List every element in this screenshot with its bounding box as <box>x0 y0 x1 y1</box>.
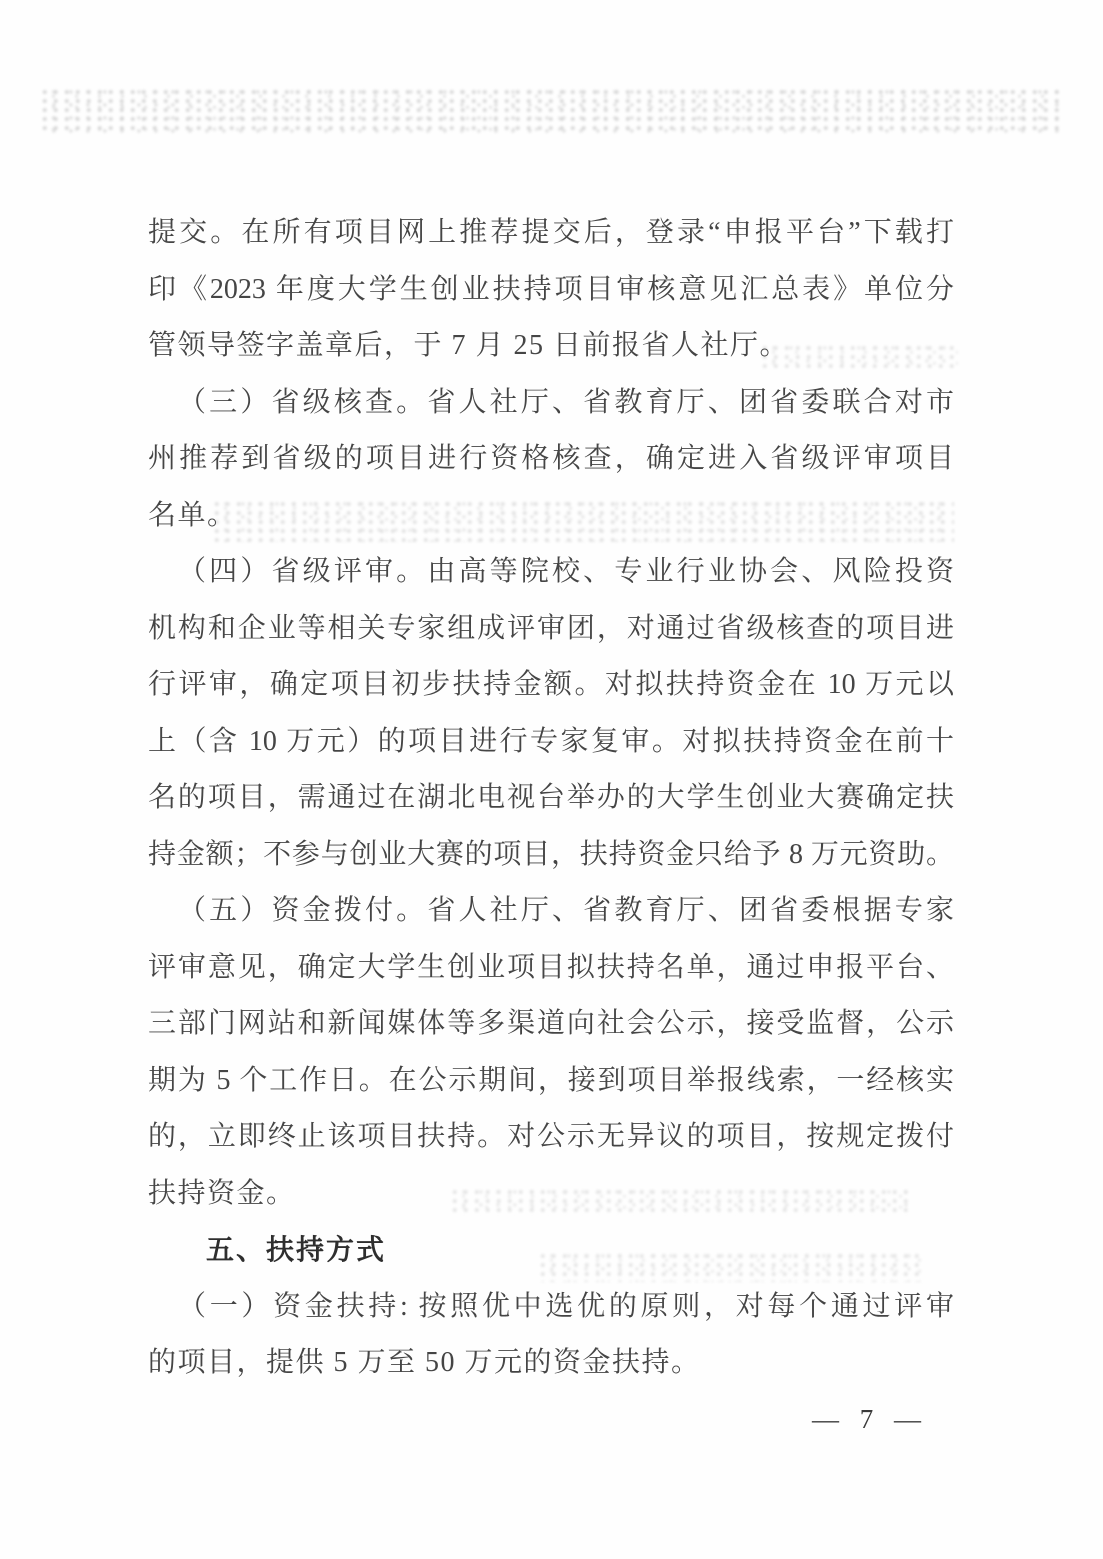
text-line: 扶持资金。 <box>148 1177 296 1209</box>
text-line: 名单。 <box>148 499 237 531</box>
text-line: 的，立即终止该项目扶持。对公示无异议的项目，按规定拨付 <box>148 1121 954 1152</box>
text-line: （五）资金拨付。省人社厅、省教育厅、团省委根据专家 <box>178 895 954 926</box>
text-line: 期为 5 个工作日。在公示期间，接到项目举报线索，一经核实 <box>148 1064 954 1096</box>
section-heading: 五、扶持方式 <box>206 1234 387 1265</box>
text-line: （三）省级核查。省人社厅、省教育厅、团省委联合对市 <box>178 386 954 418</box>
text-line: 提交。在所有项目网上推荐提交后，登录“申报平台”下载打 <box>148 217 954 248</box>
text-line: 印《2023 年度大学生创业扶持项目审核意见汇总表》单位分 <box>148 273 954 305</box>
text-line: 行评审，确定项目初步扶持金额。对拟扶持资金在 10 万元以 <box>148 669 954 700</box>
text-line: （一）资金扶持: 按照优中选优的原则，对每个通过评审 <box>178 1290 954 1322</box>
text-line: 管领导签字盖章后，于 7 月 25 日前报省人社厅。 <box>148 330 790 361</box>
text-line: 机构和企业等相关专家组成评审团，对通过省级核查的项目进 <box>148 612 954 644</box>
text-line: 上（含 10 万元）的项目进行专家复审。对拟扶持资金在前十 <box>148 725 954 757</box>
text-line: 州推荐到省级的项目进行资格核查，确定进入省级评审项目 <box>148 443 954 474</box>
bleed-through-artifact <box>42 88 1060 134</box>
text-line: 的项目，提供 5 万至 50 万元的资金扶持。 <box>148 1347 701 1378</box>
text-line: 持金额；不参与创业大赛的项目，扶持资金只给予 8 万元资助。 <box>148 838 954 870</box>
text-line: 名的项目，需通过在湖北电视台举办的大学生创业大赛确定扶 <box>148 782 954 813</box>
text-line: 三部门网站和新闻媒体等多渠道向社会公示，接受监督，公示 <box>148 1008 954 1039</box>
text-line: （四）省级评审。由高等院校、专业行业协会、风险投资 <box>178 556 954 587</box>
page-number: — 7 — <box>812 1404 928 1434</box>
text-line: 评审意见，确定大学生创业项目拟扶持名单，通过申报平台、 <box>148 951 954 983</box>
body-text <box>148 205 954 1392</box>
